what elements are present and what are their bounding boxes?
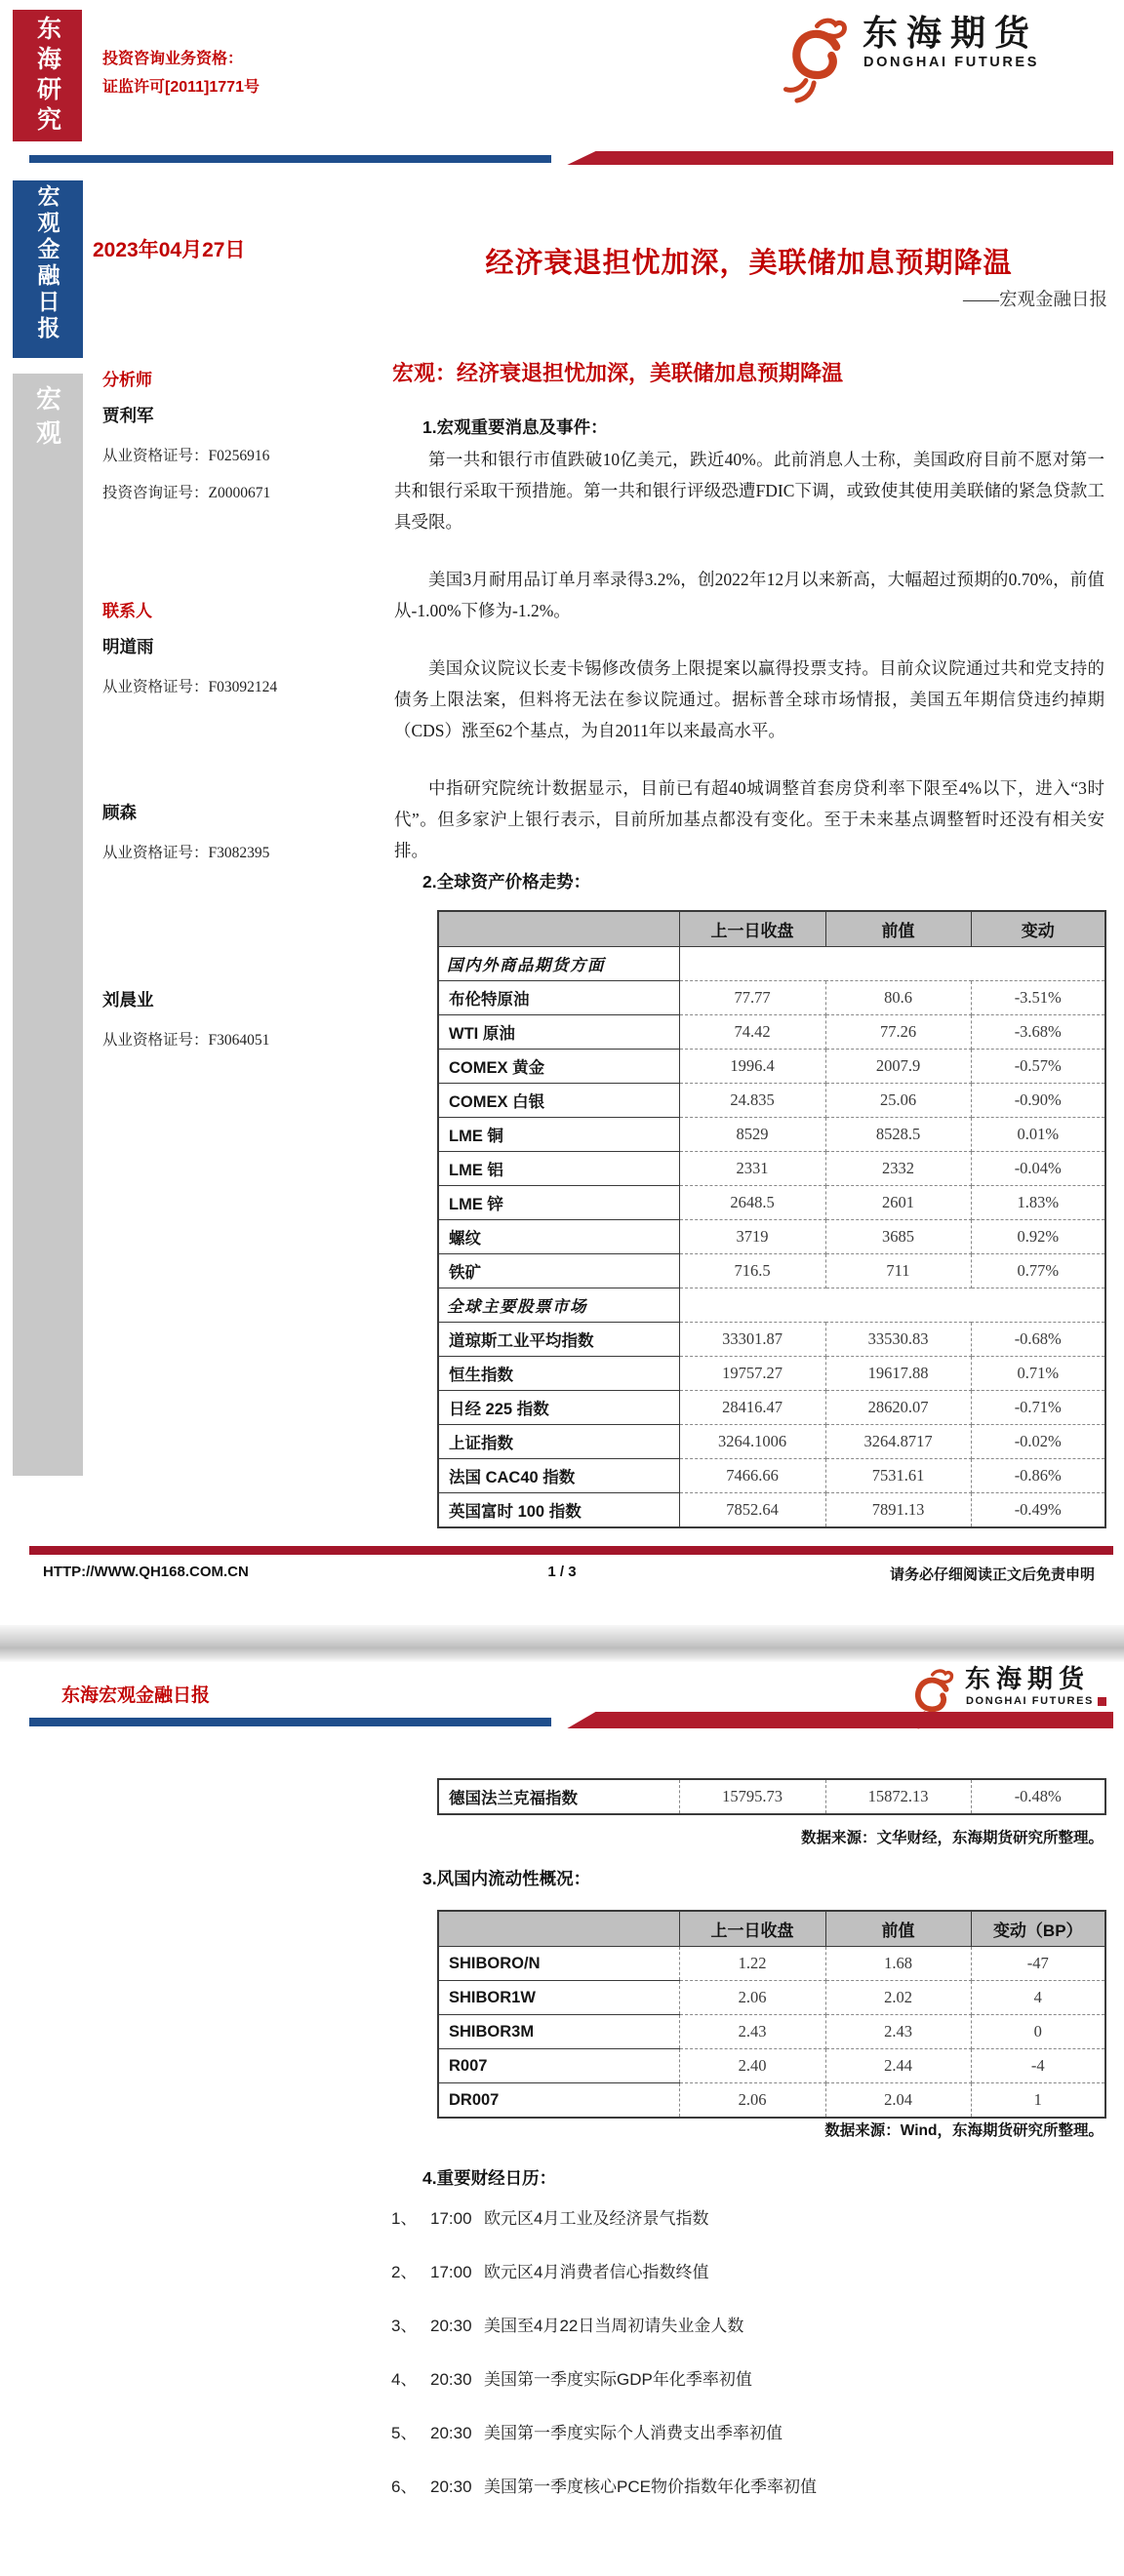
row-label: 法国 CAC40 指数 [438,1459,679,1493]
table-row [438,1981,1105,2015]
report-type-badge-label: 宏观金融日报 [34,184,60,342]
cell-value: 8529 [679,1118,825,1152]
report-date: 2023年04月27日 [93,239,246,261]
cell-value: -0.86% [971,1459,1105,1493]
calendar-item-number: 2、 [391,2263,418,2281]
calendar-item [391,2369,1113,2390]
table-header-row [438,911,1105,947]
cell-value: 3719 [679,1220,825,1254]
license-text [102,45,260,101]
analyst-cert-number: 从业资格证号：F03092124 [102,679,278,695]
data-source-liquidity: 数据来源：Wind，东海期货研究所整理。 [824,2122,1104,2139]
cell-value: 33301.87 [679,1323,825,1357]
data-source-assets: 数据来源：文华财经，东海期货研究所整理。 [800,1830,1104,1846]
cell-value: 2601 [825,1186,971,1220]
analyst-name: 刘晨业 [102,990,154,1010]
table-row [438,1186,1105,1220]
calendar-item-time: 20:30 [430,2317,472,2335]
divider-blue-segment [29,155,551,163]
table-row [438,981,1105,1015]
calendar-item-event: 欧元区4月消费者信心指数终值 [484,2263,709,2281]
news-paragraph: 美国3月耐用品订单月率录得3.2%，创2022年12月以来新高，大幅超过预期的0.70%，前值从-1.00%下修为-1.2%。 [394,570,1104,620]
cell-value: -3.51% [971,981,1105,1015]
analyst-cert-number: 从业资格证号：F3082395 [102,845,270,861]
analyst-block [102,987,395,1065]
cell-value: 2.04 [825,2083,971,2119]
cell-value: 2648.5 [679,1186,825,1220]
calendar-item-time: 20:30 [430,2370,472,2389]
analyst-block [102,800,395,878]
calendar-item-time: 17:00 [430,2263,472,2281]
cell-value: 25.06 [825,1084,971,1118]
row-label: LME 铜 [438,1118,679,1152]
cell-value: 716.5 [679,1254,825,1288]
logo-en-text: DONGHAI FUTURES [863,55,1039,70]
news-paragraph: 美国众议院议长麦卡锡修改债务上限提案以赢得投票支持。目前众议院通过共和党支持的债务上限法案，但料将无法在参议院通过。据标普全球市场情报，美国五年期信贷违约掉期（CDS）涨至62个基点，为自2011年以来最高水平。 [394,658,1104,740]
cell-value: 7466.66 [679,1459,825,1493]
row-label: DR007 [438,2083,679,2119]
cell-value: -0.49% [971,1493,1105,1528]
row-label: COMEX 黄金 [438,1050,679,1084]
cell-value: 0.71% [971,1357,1105,1391]
cell-value: -0.02% [971,1425,1105,1459]
section-row [438,947,1105,981]
row-label: R007 [438,2049,679,2083]
cell-value: -0.71% [971,1391,1105,1425]
footer-disclaimer: 请务必仔细阅读正文后免责申明 [889,1566,1095,1583]
cell-value: 19757.27 [679,1357,825,1391]
row-label: 螺纹 [438,1220,679,1254]
calendar-item-number: 3、 [391,2317,418,2335]
table-row [438,1220,1105,1254]
column-header: 上一日收盘 [679,1911,825,1947]
cell-value: 1 [971,2083,1105,2119]
analyst-block [102,597,395,712]
column-badge [13,374,83,1476]
cell-value: 77.26 [825,1015,971,1050]
analyst-role-label: 分析师 [102,371,152,389]
calendar-item [391,2477,1113,2497]
cell-value: 3685 [825,1220,971,1254]
row-label: SHIBOR3M [438,2015,679,2049]
cell-value: 711 [825,1254,971,1288]
table-row [438,1118,1105,1152]
row-label: SHIBOR1W [438,1981,679,2015]
cell-value: 28620.07 [825,1391,971,1425]
column-header: 变动 [971,911,1105,947]
calendar-item-number: 4、 [391,2370,418,2389]
header-divider [29,151,1113,165]
page-number: 1 / 3 [547,1564,577,1580]
page2-header-title: 东海宏观金融日报 [61,1685,211,1706]
analyst-cert-number: 从业资格证号：F0256916 [102,448,270,464]
logo-cn-text: 东海期货 [863,14,1039,53]
calendar-item [391,2423,1113,2443]
section-label: 全球主要股票市场 [438,1288,679,1323]
row-label: WTI 原油 [438,1015,679,1050]
page-subtitle: ——宏观金融日报 [962,291,1107,310]
table-row [438,1357,1105,1391]
column-header [438,1911,679,1947]
news-paragraph: 中指研究院统计数据显示，目前已有超40城调整首套房贷利率下限至4%以下，进入“3时代”。但多家沪上银行表示，目前所加基点都没有变化。至于未来基点调整暂时还没有相关安排。 [394,778,1104,860]
cell-value: -4 [971,2049,1105,2083]
calendar-item-event: 美国第一季度核心PCE物价指数年化季率初值 [484,2477,817,2496]
row-label: 英国富时 100 指数 [438,1493,679,1528]
table-header-row [438,1911,1105,1947]
cell-value: 2.44 [825,2049,971,2083]
row-label: 德国法兰克福指数 [438,1779,679,1814]
license-line-2: 证监许可[2011]1771号 [102,79,260,96]
cell-value: 2331 [679,1152,825,1186]
cell-value: 4 [971,1981,1105,2015]
calendar-item-number: 6、 [391,2477,418,2496]
cell-value: 0.92% [971,1220,1105,1254]
cell-value: 0 [971,2015,1105,2049]
row-label: SHIBORO/N [438,1947,679,1981]
cell-value: 3264.1006 [679,1425,825,1459]
row-label: 铁矿 [438,1254,679,1288]
cell-value: 2.40 [679,2049,825,2083]
liquidity-table [437,1910,1106,2119]
cell-value: 15872.13 [825,1779,971,1814]
cell-value: 7852.64 [679,1493,825,1528]
cell-value: 80.6 [825,981,971,1015]
research-badge [13,10,82,141]
cell-value: 2.43 [825,2015,971,2049]
cell-value: 1.68 [825,1947,971,1981]
table-row [438,1152,1105,1186]
table-row [438,1323,1105,1357]
cell-value: 7891.13 [825,1493,971,1528]
row-label: 日经 225 指数 [438,1391,679,1425]
analyst-name: 明道雨 [102,637,154,656]
row-label: 道琼斯工业平均指数 [438,1323,679,1357]
page2-header-divider [29,1712,1113,1728]
cell-value: 8528.5 [825,1118,971,1152]
cell-value: -3.68% [971,1015,1105,1050]
footer-rule [29,1546,1113,1555]
analyst-name: 顾森 [102,803,137,822]
table-row [438,1015,1105,1050]
cell-value: -0.68% [971,1323,1105,1357]
heading-calendar: 4.重要财经日历： [422,2168,557,2188]
asset-price-table-continued [437,1778,1106,1815]
cell-value: 0.77% [971,1254,1105,1288]
data-table [437,910,1106,1528]
cell-value: 2.06 [679,1981,825,2015]
cell-value: 15795.73 [679,1779,825,1814]
table-row [438,2015,1105,2049]
column-header: 变动（BP） [971,1911,1105,1947]
analyst-role-label: 联系人 [102,602,152,620]
calendar-item-event: 美国第一季度实际个人消费支出季率初值 [484,2424,783,2442]
calendar-item-event: 美国第一季度实际GDP年化季率初值 [484,2370,752,2389]
cell-value: 1996.4 [679,1050,825,1084]
page-title: 经济衰退担忧加深，美联储加息预期降温 [485,248,1013,279]
section-spacer [679,947,1105,981]
calendar-item-time: 20:30 [430,2424,472,2442]
column-badge-label: 宏观 [32,385,62,454]
cell-value: 0.01% [971,1118,1105,1152]
table-row [438,1254,1105,1288]
table-row [438,1084,1105,1118]
news-paragraphs [394,444,1104,892]
table-row [438,1779,1105,1814]
table-row [438,1425,1105,1459]
cell-value: 7531.61 [825,1459,971,1493]
column-header [438,911,679,947]
calendar-item-event: 欧元区4月工业及经济景气指数 [484,2209,709,2228]
logo-en-label: DONGHAI FUTURES [966,1695,1094,1707]
section-label: 国内外商品期货方面 [438,947,679,981]
cell-value: -0.57% [971,1050,1105,1084]
row-label: COMEX 白银 [438,1084,679,1118]
footer-url[interactable]: HTTP://WWW.QH168.COM.CN [43,1564,249,1580]
asset-price-table [437,910,1106,1528]
divider-red-segment [544,151,1113,165]
cell-value: 33530.83 [825,1323,971,1357]
heading-asset-prices: 2.全球资产价格走势： [422,872,591,892]
dragon-icon [779,12,851,109]
logo-en-text [966,1695,1106,1707]
license-line-1: 投资咨询业务资格： [102,51,244,67]
cell-value: 19617.88 [825,1357,971,1391]
cell-value: 28416.47 [679,1391,825,1425]
calendar-item [391,2262,1113,2282]
row-label: 恒生指数 [438,1357,679,1391]
cell-value: 24.835 [679,1084,825,1118]
cell-value: 2.06 [679,2083,825,2119]
cell-value: 1.22 [679,1947,825,1981]
data-table [437,1910,1106,2119]
donghai-logo [779,12,1039,109]
cell-value: -0.90% [971,1084,1105,1118]
calendar-item-number: 5、 [391,2424,418,2442]
column-header: 前值 [825,911,971,947]
table-row [438,1493,1105,1528]
logo-text [956,1664,1106,1707]
analyst-cert-number: 从业资格证号：F3064051 [102,1032,270,1049]
cell-value: 2007.9 [825,1050,971,1084]
calendar-item [391,2316,1113,2336]
table-row [438,2049,1105,2083]
economic-calendar [391,2208,1113,2530]
cell-value: 3264.8717 [825,1425,971,1459]
cell-value: -47 [971,1947,1105,1981]
report-type-badge [13,180,83,358]
section-spacer [679,1288,1105,1323]
calendar-item [391,2208,1113,2229]
logo-text [851,12,1039,70]
calendar-item-event: 美国至4月22日当周初请失业金人数 [484,2317,744,2335]
logo-red-square [1098,1697,1106,1706]
calendar-item-time: 17:00 [430,2209,472,2228]
research-badge-label: 东海研究 [33,16,61,137]
cell-value: 2.02 [825,1981,971,2015]
analyst-block [102,366,395,518]
analyst-name: 贾利军 [102,406,154,425]
table-row [438,1947,1105,1981]
table-row [438,2083,1105,2119]
logo-cn-text: 东海期货 [965,1665,1091,1693]
column-header: 前值 [825,1911,971,1947]
calendar-item-number: 1、 [391,2209,418,2228]
analyst-cert-number: 投资咨询证号：Z0000671 [102,485,271,501]
column-header: 上一日收盘 [679,911,825,947]
data-table [437,1778,1106,1815]
section-row [438,1288,1105,1323]
divider-blue-segment [29,1718,551,1726]
row-label: LME 铝 [438,1152,679,1186]
heading-news: 1.宏观重要消息及事件： [422,417,608,437]
cell-value: -0.04% [971,1152,1105,1186]
heading-liquidity: 3.风国内流动性概况： [422,1869,591,1888]
table-row [438,1459,1105,1493]
row-label: LME 锌 [438,1186,679,1220]
cell-value: 2332 [825,1152,971,1186]
row-label: 布伦特原油 [438,981,679,1015]
row-label: 上证指数 [438,1425,679,1459]
cell-value: 1.83% [971,1186,1105,1220]
cell-value: -0.48% [971,1779,1105,1814]
cell-value: 77.77 [679,981,825,1015]
section-title: 宏观：经济衰退担忧加深，美联储加息预期降温 [392,361,844,385]
table-row [438,1391,1105,1425]
cell-value: 74.42 [679,1015,825,1050]
cell-value: 2.43 [679,2015,825,2049]
page-break-band [0,1625,1124,1662]
calendar-item-time: 20:30 [430,2477,472,2496]
divider-red-segment [544,1712,1113,1728]
news-paragraph: 第一共和银行市值跌破10亿美元，跌近40%。此前消息人士称，美国政府目前不愿对第一共和银行采取干预措施。第一共和银行评级恐遭FDIC下调，或致使其使用美联储的紧急贷款工具受限。 [394,450,1104,532]
table-row [438,1050,1105,1084]
